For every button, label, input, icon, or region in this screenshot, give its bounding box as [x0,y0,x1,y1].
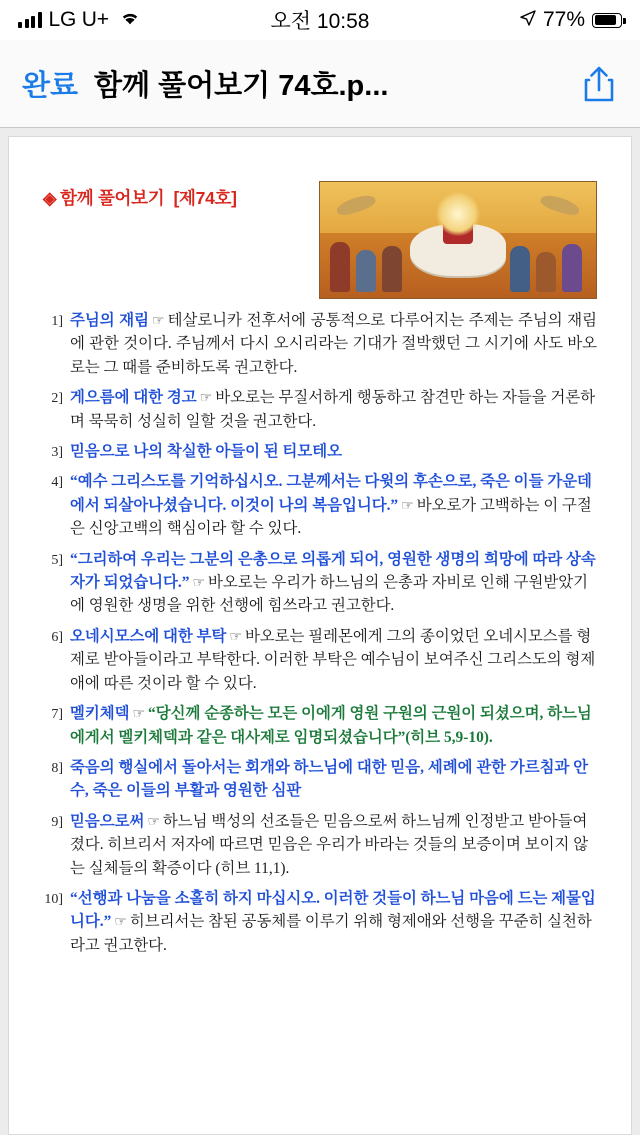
second-coming-icon-illustration [319,181,597,299]
item-keyword: 믿음으로 나의 착실한 아들이 된 티모테오 [70,443,342,461]
status-bar [0,0,640,40]
list-item [43,440,597,463]
battery-percent-label: 77% [542,8,585,31]
list-item [43,756,597,803]
pointing-hand-icon: ☞ [192,576,206,592]
list-item [43,548,597,618]
share-icon [582,64,616,104]
item-list [43,309,597,957]
signal-bars-icon [18,12,42,28]
item-text: 바오로가 고백하는 이 구절은 신앙고백의 핵심이라 할 수 있다. [70,496,592,538]
item-number: 4] [51,475,63,491]
document-header [43,181,597,299]
item-body [70,309,597,379]
list-item [43,386,597,433]
document-scroll-area[interactable] [0,128,640,1135]
item-keyword: “그리하여 우리는 그분의 은총으로 의롭게 되어, 영원한 생명의 희망에 따라 상속자가 되었습니다.” [70,550,596,592]
item-text: 바오로는 필레몬에게 그의 종이었던 오네시모스를 형제로 받아들이라고 부탁한다. 이러한 부탁은 예수님이 보여주신 그리스도의 형제애에 따른 것이라 할 수 있다. [70,627,596,692]
pointing-hand-icon: ☞ [152,314,165,329]
battery-icon [592,13,622,28]
item-number: 3] [51,445,63,461]
item-number: 7] [51,707,63,723]
item-keyword: 멜키체덱 [70,705,130,723]
document-issue-number: [제74호] [173,188,237,208]
item-body [70,756,597,803]
item-keyword: 주님의 재림 [70,312,150,329]
item-body [70,470,597,540]
item-text: 하느님 백성의 선조들은 믿음으로써 하느님께 인정받고 받아들여졌다. 히브리서 저자에 따르면 믿음은 우리가 바라는 것들의 보증이며 보이지 않는 실체들의 확증이다 (히브 11,1). [70,812,589,877]
item-text: 히브리서는 참된 공동체를 이루기 위해 형제애와 선행을 꾸준히 실천하라고 권고한다. [70,913,592,954]
pointing-hand-icon: ☞ [147,814,160,830]
document-page [8,136,632,1135]
document-title [43,181,237,210]
list-item [43,625,597,695]
item-body [70,386,597,433]
pointing-hand-icon: ☞ [114,915,127,931]
item-keyword: 죽음의 행실에서 돌아서는 회개와 하느님에 대한 믿음, 세례에 관한 가르침과 안수, 죽은 이들의 부활과 영원한 심판 [70,758,589,800]
list-item [43,309,597,379]
item-number: 8] [51,760,63,776]
item-text: 바오로는 무질서하게 행동하고 참견만 하는 자들을 거론하며 묵묵히 성실히 일할 것을 권고한다. [70,389,596,430]
list-item [43,810,597,880]
item-number: 1] [51,314,63,329]
done-button[interactable]: 완료 [22,70,79,102]
diamond-bullet-icon: ◈ [43,188,57,208]
item-keyword: 오네시모스에 대한 부탁 [70,627,227,645]
item-body [70,887,597,957]
item-body [70,548,597,618]
item-body [70,810,597,880]
status-bar-clock: 오전 10:58 [270,10,370,33]
item-text: 바오로는 우리가 하느님의 은총과 자비로 인해 구원받았기에 영원한 생명을 위한 선행에 힘쓰라고 권고한다. [70,574,588,615]
item-body [70,702,597,749]
item-text: “당신께 순종하는 모든 이에게 영원 구원의 근원이 되셨으며, 하느님에게서 멜키체덱과 같은 대사제로 임명되셨습니다”(히브 5,9-10). [70,705,592,746]
item-text: 테살로니카 전후서에 공통적으로 다루어지는 주제는 주님의 재림에 관한 것이다. 주님께서 다시 오시리라는 기대가 절박했던 그 시기에 사도 바오로는 그 때를 준비하도록 권고한다. [70,312,597,376]
list-item [43,887,597,957]
list-item [43,470,597,540]
document-title-text: 함께 풀어보기 [60,188,165,208]
status-bar-left [18,8,141,32]
status-bar-right [520,8,622,32]
item-body [70,625,597,695]
pointing-hand-icon: ☞ [132,707,146,723]
item-number: 6] [51,629,63,645]
carrier-label: LG U+ [48,8,109,31]
item-number: 2] [51,391,63,407]
item-body [70,440,597,463]
share-button[interactable] [576,59,622,109]
item-number: 9] [51,814,63,830]
item-number: 5] [51,552,63,568]
item-keyword: 게으름에 대한 경고 [70,389,197,407]
page-title: 함께 풀어보기 74호.p... [94,70,389,102]
item-keyword: “선행과 나눔을 소홀히 하지 마십시오. 이러한 것들이 하느님 마음에 드는 제물입니다.” [70,889,596,931]
pointing-hand-icon: ☞ [229,629,242,645]
item-keyword: “예수 그리스도를 기억하십시오. 그분께서는 다윗의 후손으로, 죽은 이들 가운데에서 되살아나셨습니다. 이것이 나의 복음입니다.” [70,473,592,514]
pointing-hand-icon: ☞ [401,498,414,514]
wifi-icon [119,8,141,32]
item-keyword: 믿음으로써 [70,812,145,830]
navigation-bar [0,40,640,128]
location-arrow-icon [520,8,536,32]
pointing-hand-icon: ☞ [199,391,213,407]
list-item [43,702,597,749]
item-number: 10] [44,891,63,907]
